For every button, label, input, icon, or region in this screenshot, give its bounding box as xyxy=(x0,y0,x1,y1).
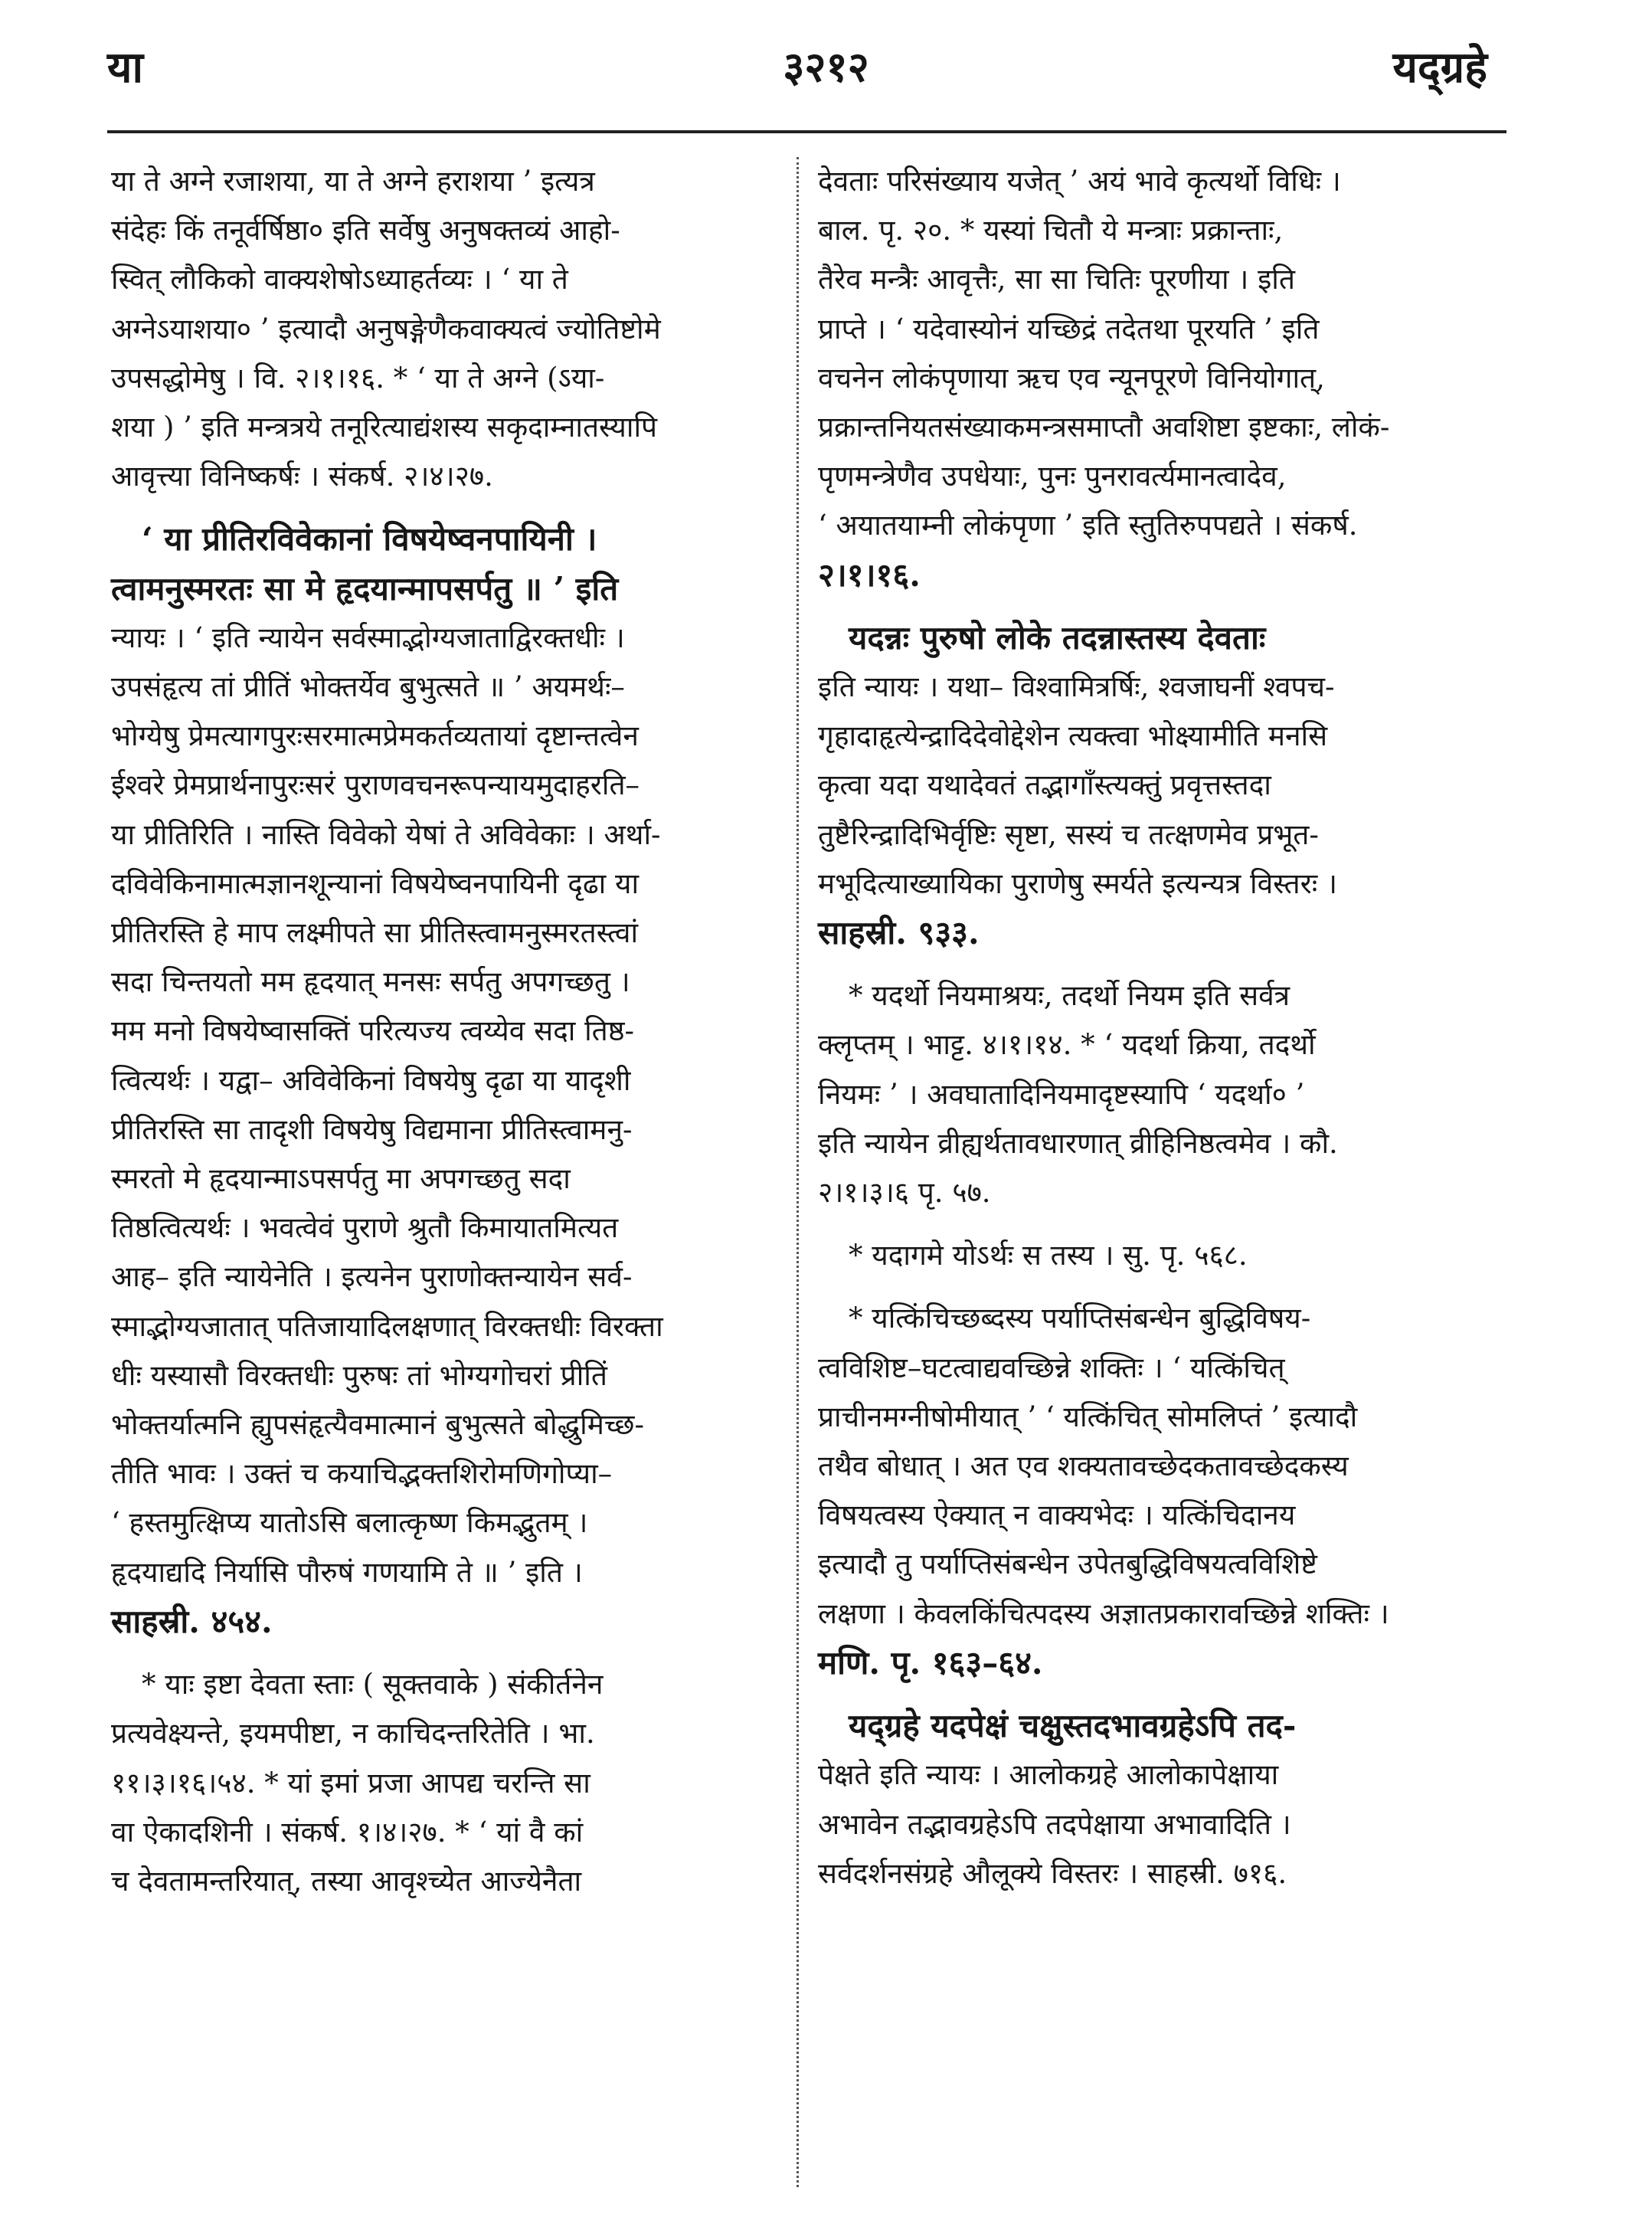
right-column xyxy=(818,157,1488,1898)
text-line: उपसंहृत्य तां प्रीतिं भोक्तर्येव बुभुत्सते ॥ ’ अयमर्थः– xyxy=(111,670,625,704)
text-line: देवताः परिसंख्याय यजेत् ’ अयं भावे कृत्यर्थो विधिः । xyxy=(818,165,1341,198)
text-line: क्लृप्तम् । भाट्ट. ४।१।१४. * ‘ यदर्था क्रिया, तदर्थो xyxy=(818,1028,1316,1062)
text-line: बाल. पृ. २०. * यस्यां चितौ ये मन्त्राः प्रक्रान्ताः, xyxy=(818,214,1284,247)
header-left-word: या xyxy=(107,42,143,93)
text-line: * यदागमे योऽर्थः स तस्य । सु. पृ. ५६८. xyxy=(849,1239,1248,1272)
text-line: सदा चिन्तयतो मम हृदयात् मनसः सर्पतु अपगच्छतु । xyxy=(111,965,630,999)
text-line: प्रीतिरस्ति सा तादृशी विषयेषु विद्यमाना प्रीतिस्त्वामनु- xyxy=(111,1112,633,1146)
text-line: संदेहः किं तनूर्वर्षिष्ठा० इति सर्वेषु अनुषक्तव्यं आहो- xyxy=(111,214,620,247)
text-line: आवृत्त्या विनिष्कर्षः । संकर्ष. २।४।२७. xyxy=(111,460,493,493)
text-line: गृहादाहृत्येन्द्रादिदेवोद्देशेन त्यक्त्वा भोक्ष्यामीति मनसि xyxy=(818,719,1328,753)
text-line: प्रत्यवेक्ष्यन्ते, इयमपीष्टा, न काचिदन्तरितेति । भा. xyxy=(111,1717,595,1750)
text-line: ‘ अयातयाम्नी लोकंपृणा ’ इति स्तुतिरुपपद्यते । संकर्ष. xyxy=(818,509,1358,542)
text-line: २।१।१६. xyxy=(818,555,921,594)
text-line: वचनेन लोकंपृणाया ऋच एव न्यूनपूरणे विनियोगात्, xyxy=(818,361,1325,395)
text-line: मणि. पृ. १६३–६४. xyxy=(818,1643,1043,1682)
text-line: यद्ग्रहे यदपेक्षं चक्षुस्तदभावग्रहेऽपि तद- xyxy=(849,1707,1297,1745)
text-line: त्वित्यर्थः । यद्वा– अविवेकिनां विषयेषु दृढा या यादृशी xyxy=(111,1063,631,1097)
entry-continuation xyxy=(818,157,1488,600)
entry-yah-ishta xyxy=(111,1660,777,1906)
text-line: त्वामनुस्मरतः सा मे हृदयान्मापसर्पतु ॥ ’ इति xyxy=(111,569,619,608)
text-line: भोग्येषु प्रेमत्यागपुरःसरमात्मप्रेमकर्तव्यतायां दृष्टान्तत्वेन xyxy=(111,719,639,753)
text-line: प्रक्रान्तनियतसंख्याकमन्त्रसमाप्तौ अवशिष्टा इष्टकाः, लोकं- xyxy=(818,411,1390,444)
text-line: प्राचीनमग्नीषोमीयात् ’ ‘ यत्किंचित् सोमलिप्तं ’ इत्यादौ xyxy=(818,1400,1358,1433)
text-line: ११।३।१६।५४. * यां इमां प्रजा आपद्य चरन्ति सा xyxy=(111,1766,590,1800)
text-line: आह– इति न्यायेनेति । इत्यनेन पुराणोक्तन्यायेन सर्व- xyxy=(111,1260,633,1294)
entry-ya-te-agne xyxy=(111,157,777,501)
text-line: तैरेव मन्त्रैः आवृत्तैः, सा सा चितिः पूरणीया । इति xyxy=(818,263,1295,296)
text-line: तिष्ठत्वित्यर्थः । भवत्वेवं पुराणे श्रुतौ किमायातमित्यत xyxy=(111,1211,619,1245)
text-line: तीति भावः । उक्तं च कयाचिद्भक्तशिरोमणिगोप्या– xyxy=(111,1457,613,1491)
page-number: ३२१२ xyxy=(783,42,869,91)
text-line: इत्यादौ तु पर्याप्तिसंबन्धेन उपेतबुद्धिविषयत्वविशिष्टे xyxy=(818,1547,1317,1581)
entry-yadannah xyxy=(818,614,1488,958)
text-line: २।१।३।६ पृ. ५७. xyxy=(818,1176,991,1210)
text-line: धीः यस्यासौ विरक्तधीः पुरुषः तां भोग्यगोचरां प्रीतिं xyxy=(111,1358,607,1392)
text-line: अभावेन तद्भावग्रहेऽपि तदपेक्षाया अभावादिति । xyxy=(818,1807,1291,1841)
entry-yadagame xyxy=(818,1231,1488,1280)
text-line: अग्नेऽयाशया० ’ इत्यादौ अनुषङ्गेणैकवाक्यत्वं ज्योतिष्टोमे xyxy=(111,312,661,346)
text-line: स्माद्भोग्यजातात् पतिजायादिलक्षणात् विरक्तधीः विरक्ता xyxy=(111,1309,663,1343)
entry-yadgrahe xyxy=(818,1701,1488,1898)
text-line: इति न्यायेन व्रीह्यर्थतावधारणात् व्रीहिनिष्ठत्वमेव । कौ. xyxy=(818,1126,1338,1160)
header-right-word: यद्ग्रहे xyxy=(1392,42,1487,93)
text-line: साहस्री. ९३३. xyxy=(818,914,980,952)
text-line: हृदयाद्यदि निर्यासि पौरुषं गणयामि ते ॥ ’ इति । xyxy=(111,1555,583,1589)
text-line: या प्रीतिरिति । नास्ति विवेको येषां ते अविवेकाः । अर्था- xyxy=(111,817,661,851)
text-line: दविवेकिनामात्मज्ञानशून्यानां विषयेष्वनपायिनी दृढा या xyxy=(111,866,640,900)
text-line: ‘ या प्रीतिरविवेकानां विषयेष्वनपायिनी । xyxy=(142,520,597,558)
text-line: मम मनो विषयेष्वासक्तिं परित्यज्य त्वय्येव सदा तिष्ठ- xyxy=(111,1014,635,1048)
text-line: * यदर्थो नियमाश्रयः, तदर्थो नियम इति सर्वत्र xyxy=(849,979,1291,1013)
text-line: त्वविशिष्ट–घटत्वाद्यवच्छिन्ने शक्तिः । ‘ यत्किंचित् xyxy=(818,1351,1285,1384)
text-line: च देवतामन्तरियात्, तस्या आवृश्च्येत आज्येनैता xyxy=(111,1864,582,1898)
text-line: या ते अग्ने रजाशया, या ते अग्ने हराशया ’ इत्यत्र xyxy=(111,165,595,198)
text-line: साहस्री. ४५४. xyxy=(111,1602,273,1640)
entry-ya-pritir xyxy=(111,515,777,1646)
text-line: यदन्नः पुरुषो लोके तदन्नास्तस्य देवताः xyxy=(849,618,1266,657)
entry-yatkinchit xyxy=(818,1294,1488,1688)
text-line: ईश्वरे प्रेमप्रार्थनापुरःसरं पुराणवचनरूपन्यायमुदाहरति– xyxy=(111,768,640,802)
text-line: ‘ हस्तमुत्क्षिप्य यातोऽसि बलात्कृष्ण किमद्भुतम् । xyxy=(111,1506,588,1540)
left-column xyxy=(111,157,777,1906)
text-line: पेक्षते इति न्यायः । आलोकग्रहे आलोकापेक्षाया xyxy=(818,1758,1279,1792)
text-line: कृत्वा यदा यथादेवतं तद्भागाँस्त्यक्तुं प्रवृत्तस्तदा xyxy=(818,768,1271,802)
text-line: मभूदित्याख्यायिका पुराणेषु स्मर्यते इत्यन्यत्र विस्तरः । xyxy=(818,866,1338,900)
text-line: उपसद्धोमेषु । वि. २।१।१६. * ‘ या ते अग्ने (ऽया- xyxy=(111,361,605,395)
text-line: पृणमन्त्रेणैव उपधेयाः, पुनः पुनरावर्त्यमानत्वादेव, xyxy=(818,460,1287,493)
text-line: लक्षणा । केवलकिंचित्पदस्य अज्ञातप्रकारावच्छिन्ने शक्तिः । xyxy=(818,1597,1389,1630)
entry-yadartho xyxy=(818,971,1488,1217)
text-line: स्मरतो मे हृदयान्माऽपसर्पतु मा अपगच्छतु सदा xyxy=(111,1162,571,1196)
text-line: * यत्किंचिच्छब्दस्य पर्याप्तिसंबन्धेन बुद्धिविषय- xyxy=(849,1302,1311,1335)
text-line: प्रीतिरस्ति हे माप लक्ष्मीपते सा प्रीतिस्त्वामनुस्मरतस्त्वां xyxy=(111,916,639,950)
text-line: स्वित् लौकिको वाक्यशेषोऽध्याहर्तव्यः । ‘ या ते xyxy=(111,263,568,296)
text-line: तथैव बोधात् । अत एव शक्यतावच्छेदकतावच्छेदकस्य xyxy=(818,1449,1349,1483)
text-line: इति न्यायः । यथा– विश्वामित्रर्षिः, श्वजाघनीं श्वपच- xyxy=(818,670,1335,704)
text-line: * याः इष्टा देवता स्ताः ( सूक्तवाके ) संकीर्तनेन xyxy=(142,1668,604,1701)
text-line: भोक्तर्यात्मनि ह्युपसंहृत्यैवमात्मानं बुभुत्सते बोद्धुमिच्छ- xyxy=(111,1408,644,1442)
column-divider xyxy=(797,157,799,2187)
text-line: विषयत्वस्य ऐक्यात् न वाक्यभेदः । यत्किंचिदानय xyxy=(818,1498,1296,1532)
text-line: तुष्टैरिन्द्रादिभिर्वृष्टिः सृष्टा, सस्यं च तत्क्षणमेव प्रभूत- xyxy=(818,817,1319,851)
text-line: प्राप्ते । ‘ यदेवास्योनं यच्छिद्रं तदेतथा पूरयति ’ इति xyxy=(818,312,1320,346)
text-line: वा ऐकादशिनी । संकर्ष. १।४।२७. * ‘ यां वै कां xyxy=(111,1815,584,1849)
header-rule xyxy=(107,130,1506,133)
text-line: सर्वदर्शनसंग्रहे औलूक्ये विस्तरः । साहस्री. ७१६. xyxy=(818,1856,1287,1890)
text-line: नियमः ’ । अवघातादिनियमादृष्टस्यापि ‘ यदर्था० ’ xyxy=(818,1077,1305,1111)
text-line: शया ) ’ इति मन्त्रत्रये तनूरित्याद्यंशस्य सकृदाम्नातस्यापि xyxy=(111,411,658,444)
text-line: न्यायः । ‘ इति न्यायेन सर्वस्माद्भोग्यजाताद्विरक्तधीः । xyxy=(111,621,625,654)
